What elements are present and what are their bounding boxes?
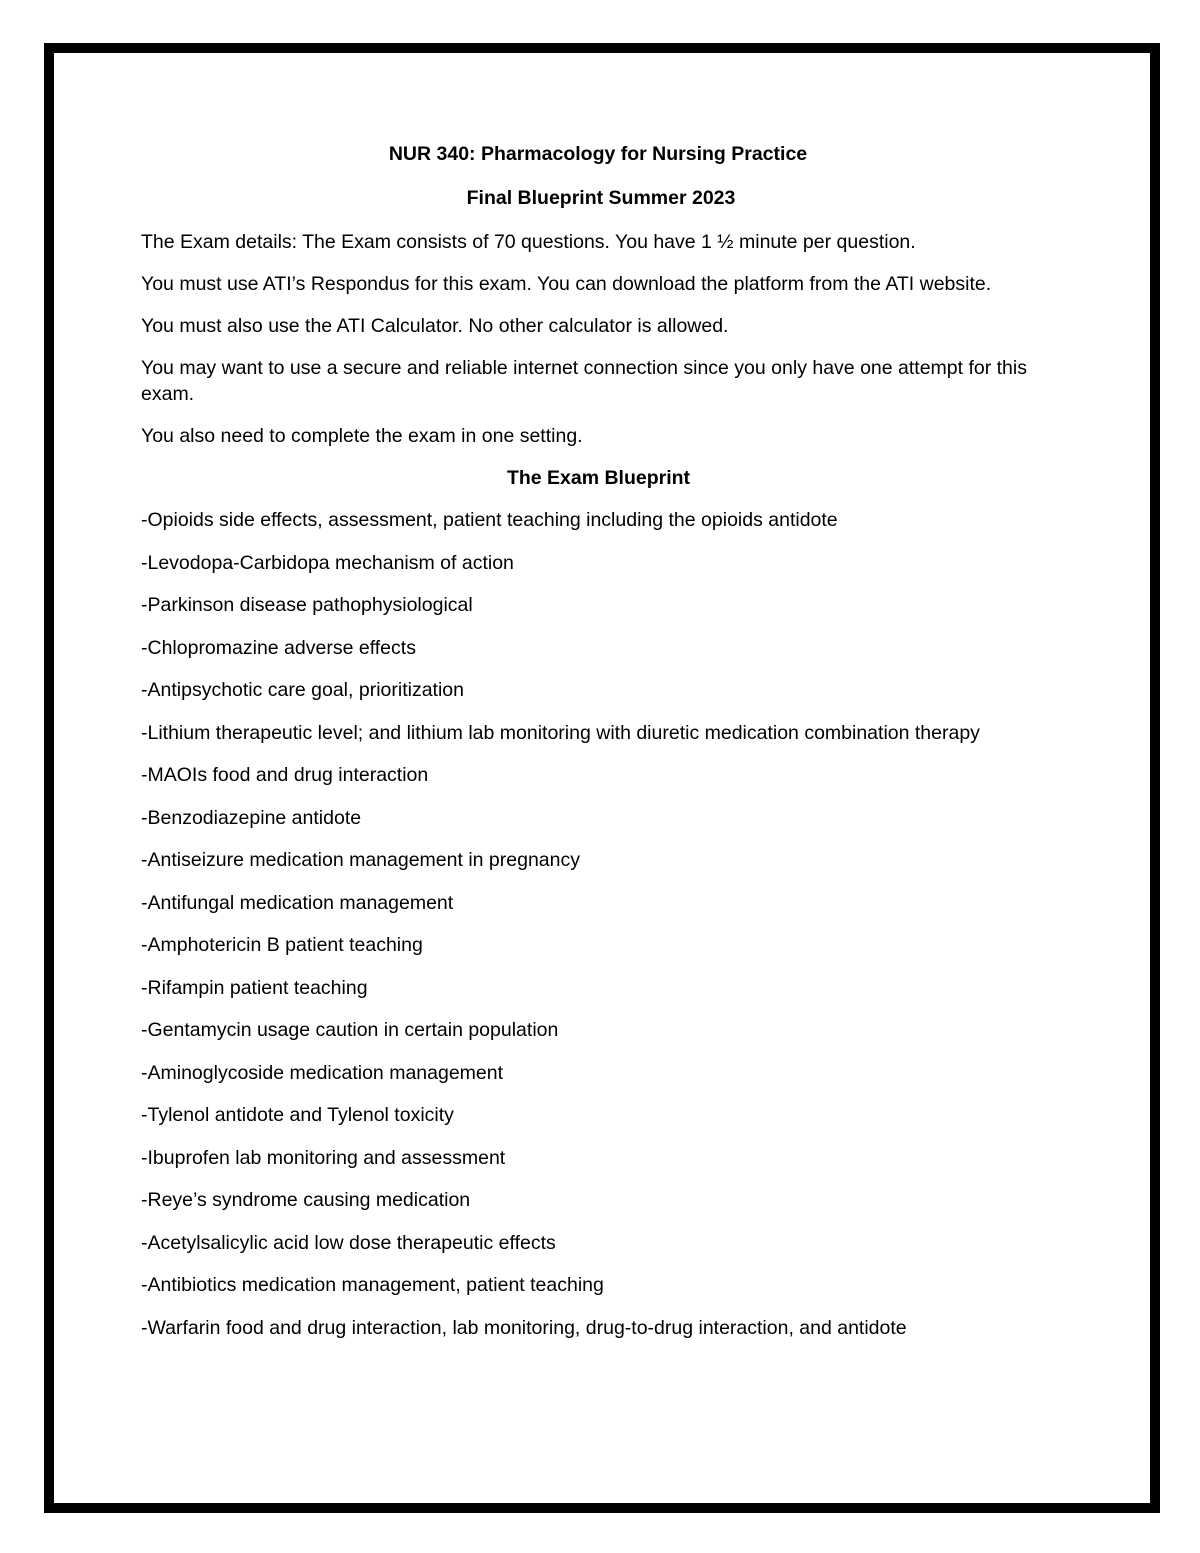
blueprint-item: -Gentamycin usage caution in certain population <box>141 1019 559 1041</box>
blueprint-item: -Warfarin food and drug interaction, lab monitoring, drug-to-drug interaction, and antidote <box>141 1316 907 1339</box>
blueprint-item: -Rifampin patient teaching <box>141 976 368 999</box>
blueprint-item: -Levodopa-Carbidopa mechanism of action <box>141 551 514 574</box>
blueprint-item: -Benzodiazepine antidote <box>141 806 362 829</box>
blueprint-item: -Antibiotics medication management, patient teaching <box>141 1274 604 1296</box>
blueprint-item: -Opioids side effects, assessment, patient teaching including the opioids antidote <box>141 509 838 531</box>
respondus-paragraph: You must use ATI’s Respondus for this exam. You can download the platform from the ATI website. <box>141 273 992 295</box>
blueprint-item: -Chlopromazine adverse effects <box>141 636 416 659</box>
blueprint-item: -Antifungal medication management <box>141 891 454 914</box>
blueprint-item: -Tylenol antidote and Tylenol toxicity <box>141 1104 454 1126</box>
blueprint-list <box>141 507 1061 1341</box>
blueprint-item: -Lithium therapeutic level; and lithium lab monitoring with diuretic medication combination therapy <box>141 721 980 744</box>
document-body <box>141 141 1061 1357</box>
blueprint-item: -Ibuprofen lab monitoring and assessment <box>141 1146 506 1169</box>
calculator-paragraph: You must also use the ATI Calculator. No other calculator is allowed. <box>141 315 729 337</box>
one-setting-paragraph: You also need to complete the exam in one setting. <box>141 425 583 447</box>
blueprint-subtitle: Final Blueprint Summer 2023 <box>466 187 736 209</box>
course-title: NUR 340: Pharmacology for Nursing Practice <box>388 143 808 165</box>
blueprint-item: -MAOIs food and drug interaction <box>141 764 429 786</box>
blueprint-heading: The Exam Blueprint <box>506 467 691 489</box>
blueprint-item: -Parkinson disease pathophysiological <box>141 594 473 616</box>
blueprint-item: -Antiseizure medication management in pregnancy <box>141 849 580 871</box>
blueprint-item: -Acetylsalicylic acid low dose therapeutic effects <box>141 1231 556 1254</box>
blueprint-item: -Reye’s syndrome causing medication <box>141 1189 471 1211</box>
blueprint-item: -Antipsychotic care goal, prioritization <box>141 679 464 701</box>
exam-details-paragraph: The Exam details: The Exam consists of 70 questions. You have 1 ½ minute per question. <box>141 231 916 253</box>
blueprint-item: -Aminoglycoside medication management <box>141 1061 504 1084</box>
internet-paragraph: You may want to use a secure and reliable internet connection since you only have one attempt for this exam. <box>141 357 1027 405</box>
blueprint-item: -Amphotericin B patient teaching <box>141 934 423 956</box>
